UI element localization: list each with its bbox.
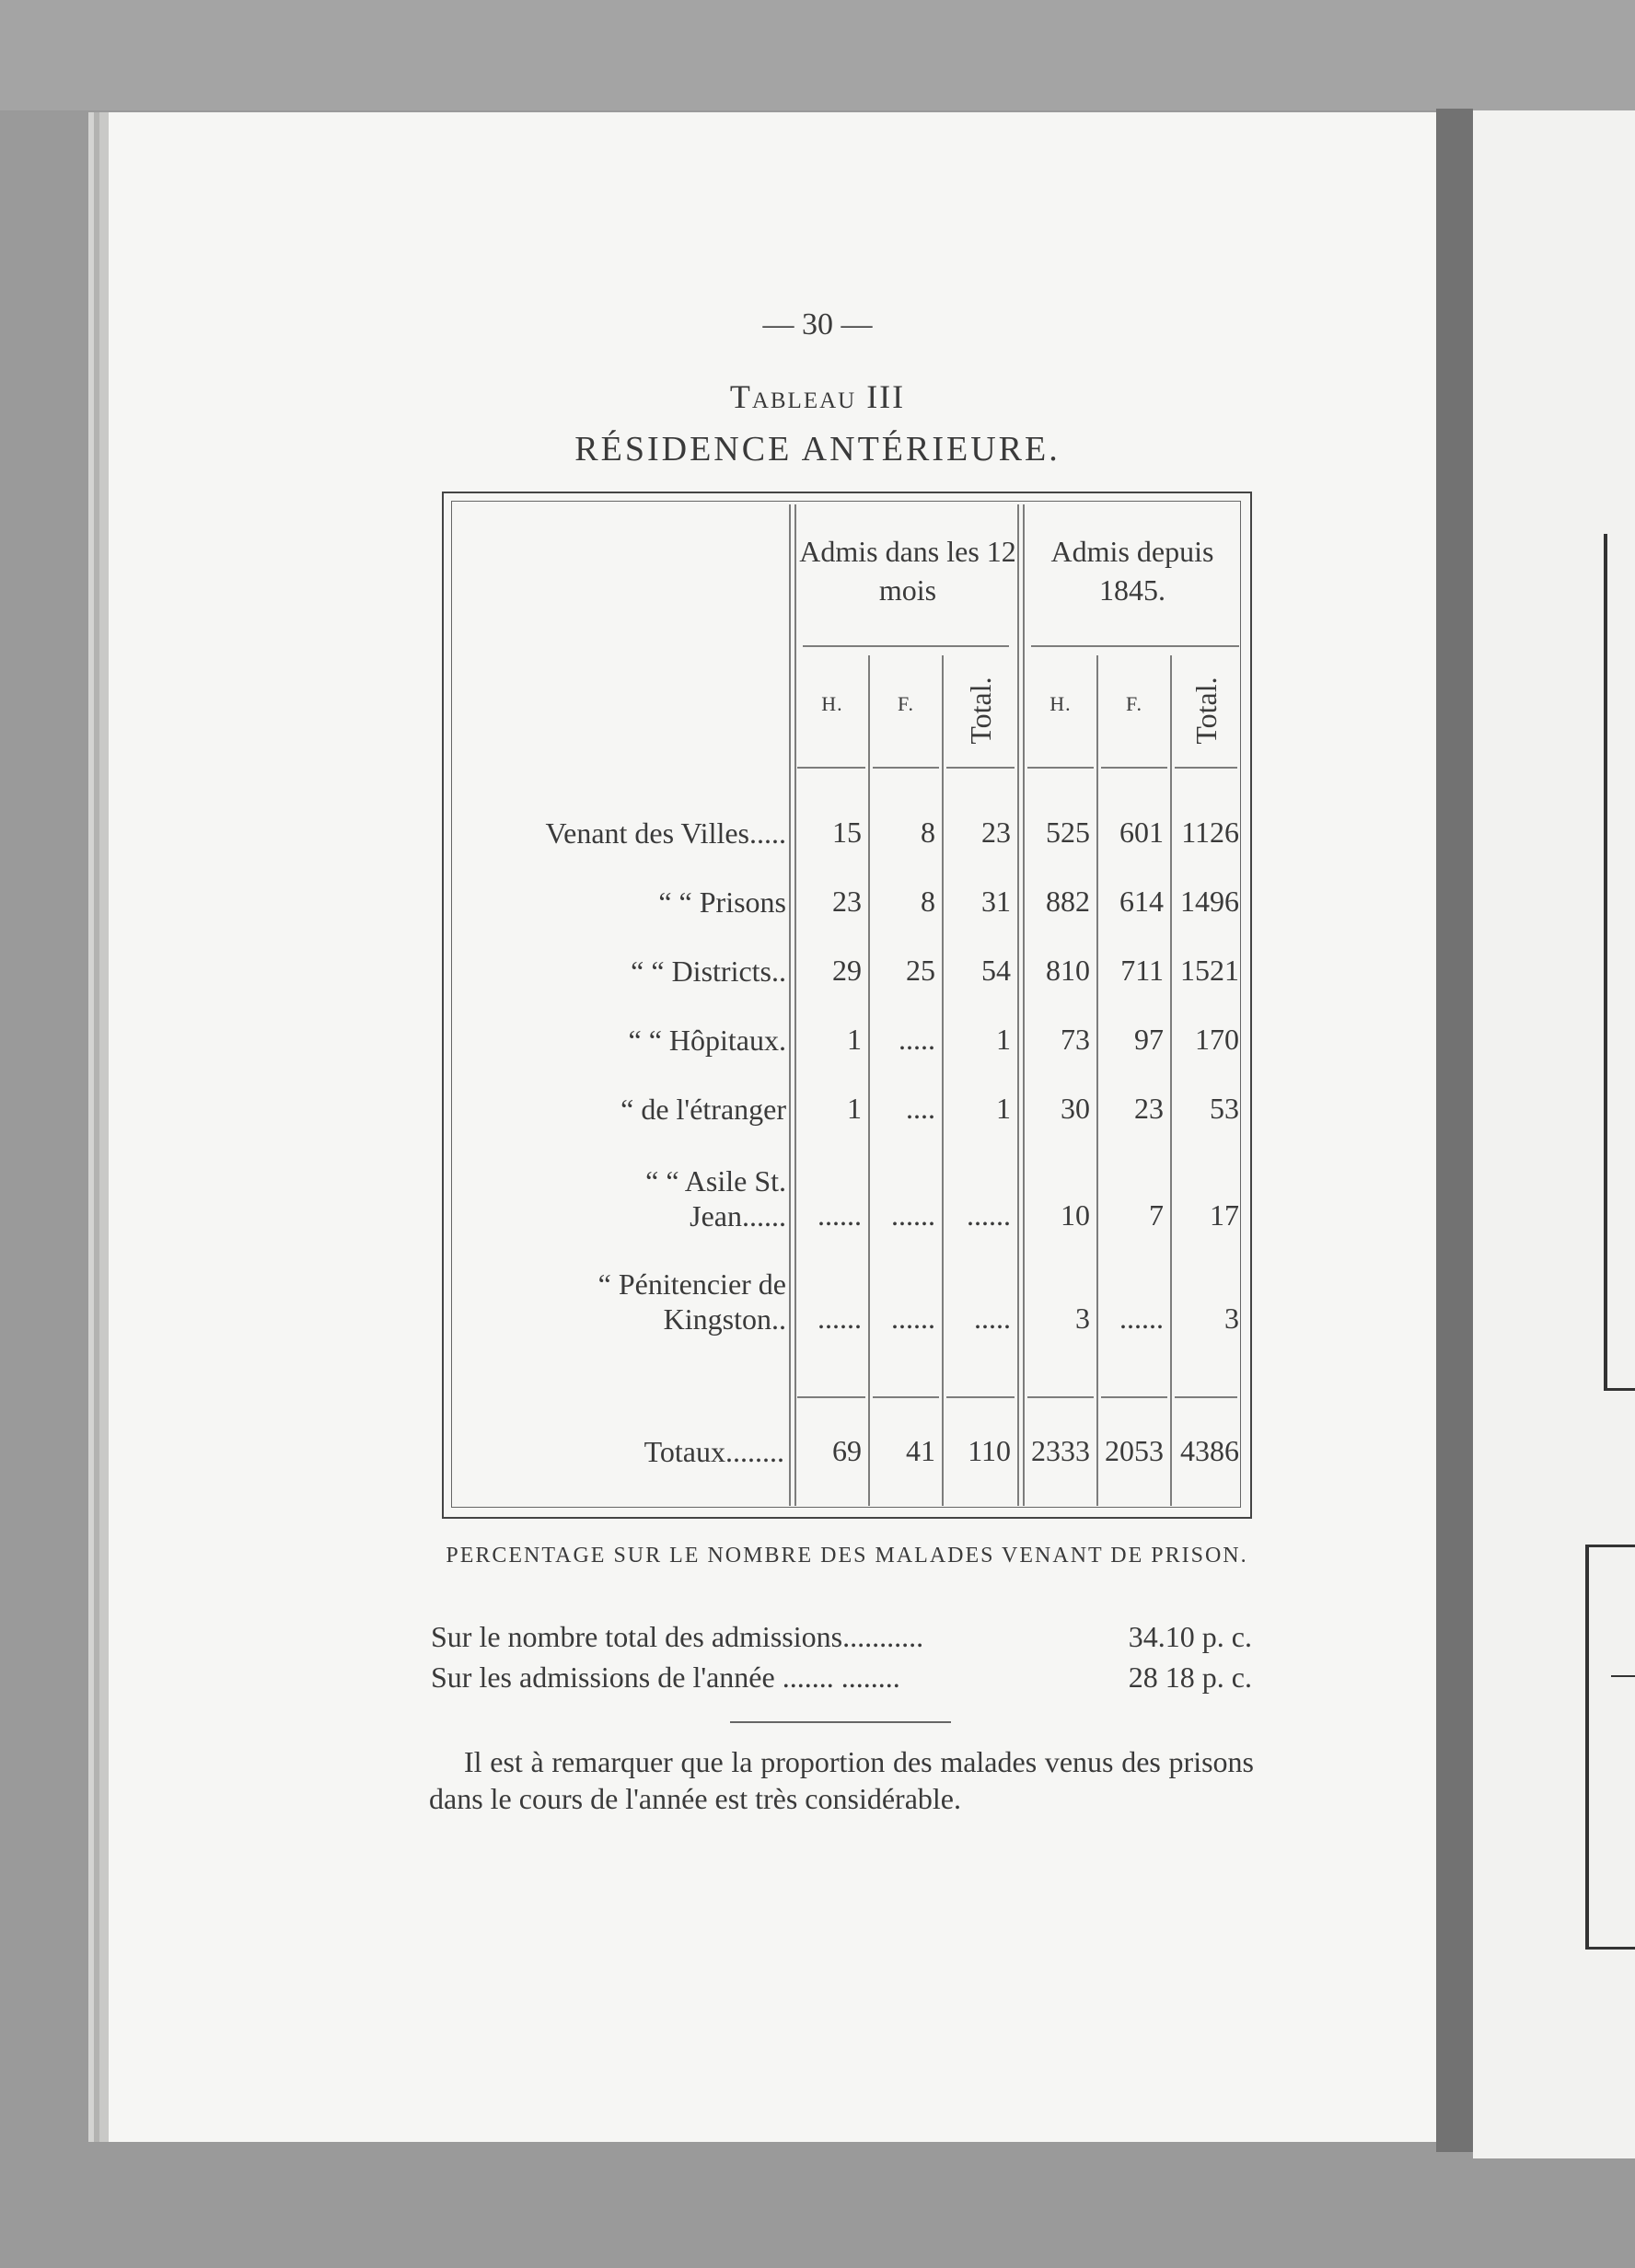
adjacent-page (1473, 110, 1635, 2158)
total-cell: 2333 (1031, 1434, 1090, 1467)
table-cell: 23 (981, 816, 1011, 849)
row-label: “ “ Districts.. (631, 955, 786, 988)
header-f-2: F. (1126, 692, 1142, 715)
row-label: “ de l'étranger (620, 1093, 786, 1126)
total-label: Totaux........ (644, 1435, 784, 1468)
table-cell: 8 (921, 885, 935, 918)
table-cell: ..... (899, 1023, 935, 1056)
table-cell: .... (906, 1092, 935, 1125)
section-divider (730, 1721, 951, 1723)
table-cell: 97 (1134, 1023, 1164, 1056)
table-cell: 525 (1046, 816, 1090, 849)
tableau-title: Tableau III (729, 378, 906, 415)
row-label: “ “ Hôpitaux. (628, 1024, 786, 1057)
table-cell: 30 (1061, 1092, 1090, 1125)
table-cell: 711 (1120, 954, 1164, 987)
table-cell: 170 (1195, 1023, 1239, 1056)
total-cell: 69 (832, 1434, 862, 1467)
total-cell: 2053 (1105, 1434, 1164, 1467)
table-cell: ..... (974, 1302, 1011, 1335)
percentage-line-2-value: 28 18 p. c. (1128, 1660, 1252, 1694)
table-cell: 31 (981, 885, 1011, 918)
table-cell: 601 (1119, 816, 1164, 849)
table-cell: 1 (996, 1023, 1011, 1056)
table-cell: 882 (1046, 885, 1090, 918)
header-h-2: H. (1049, 692, 1072, 715)
table-cell: 8 (921, 816, 935, 849)
header-group-12-mois: Admis dans les 12 mois (799, 535, 1016, 607)
table-cell: 7 (1149, 1198, 1164, 1232)
row-label (455, 1267, 786, 1336)
table-cell: 17 (1210, 1198, 1239, 1232)
table-cell: 53 (1210, 1092, 1239, 1125)
table-cell: 15 (832, 816, 862, 849)
total-cell: 4386 (1180, 1434, 1239, 1467)
table-cell: 1 (847, 1023, 862, 1056)
header-group-depuis-1845: Admis depuis 1845. (1050, 535, 1214, 607)
table-cell: 54 (981, 954, 1011, 987)
table-cell: ...... (891, 1198, 935, 1232)
page-number: — 30 — (762, 307, 873, 341)
row-label-line-2: Kingston.. (663, 1302, 786, 1336)
header-f-1: F. (898, 692, 914, 715)
table-rules (442, 492, 1252, 1519)
row-label-line-1: “ “ Asile St. (645, 1164, 786, 1198)
table-cell: 614 (1119, 885, 1164, 918)
header-h-1: H. (821, 692, 843, 715)
table-cell: 1 (996, 1092, 1011, 1125)
row-label: Venant des Villes..... (545, 816, 786, 850)
table-cell: 10 (1061, 1198, 1090, 1232)
header-total-1: Total. (964, 677, 997, 745)
table-cell: 810 (1046, 954, 1090, 987)
table-cell: 1126 (1181, 816, 1239, 849)
table-cell: 73 (1061, 1023, 1090, 1056)
scan-background (0, 0, 1635, 110)
percentage-title: PERCENTAGE SUR LE NOMBRE DES MALADES VENANT DE PRISON. (446, 1544, 1248, 1568)
table-cell: 29 (832, 954, 862, 987)
table-cell: 1496 (1180, 885, 1239, 918)
table-heading: RÉSIDENCE ANTÉRIEURE. (574, 430, 1061, 469)
percentage-line-1-label: Sur le nombre total des admissions........... (431, 1620, 924, 1653)
remark-paragraph: Il est à remarquer que la proportion des malades venus des prisons dans le cours de l'année est très considérable. (429, 1745, 1254, 1815)
row-label-line-1: “ Pénitencier de (597, 1267, 786, 1301)
table-cell: ...... (967, 1198, 1011, 1232)
row-label-line-2: Jean...... (690, 1199, 786, 1232)
total-cell: 110 (968, 1434, 1011, 1467)
table-cell: 25 (906, 954, 935, 987)
table-cell: 3 (1224, 1302, 1239, 1335)
row-label: “ “ Prisons (658, 885, 786, 919)
percentage-line-2-label: Sur les admissions de l'année ....... ........ (431, 1660, 900, 1694)
table-cell: 1521 (1180, 954, 1239, 987)
table-cell: 23 (1134, 1092, 1164, 1125)
residence-table (442, 492, 1252, 1519)
table-cell: 3 (1075, 1302, 1090, 1335)
percentage-line-1 (431, 1620, 1252, 1654)
table-cell: ...... (818, 1302, 862, 1335)
table-cell: ...... (891, 1302, 935, 1335)
table-cell: ...... (1119, 1302, 1164, 1335)
table-cell: 1 (847, 1092, 862, 1125)
row-label (455, 1163, 786, 1233)
percentage-line-2 (431, 1660, 1252, 1695)
table-cell: 23 (832, 885, 862, 918)
table-cell: ...... (818, 1198, 862, 1232)
header-total-2: Total. (1189, 677, 1223, 745)
total-cell: 41 (906, 1434, 935, 1467)
percentage-line-1-value: 34.10 p. c. (1128, 1620, 1252, 1653)
